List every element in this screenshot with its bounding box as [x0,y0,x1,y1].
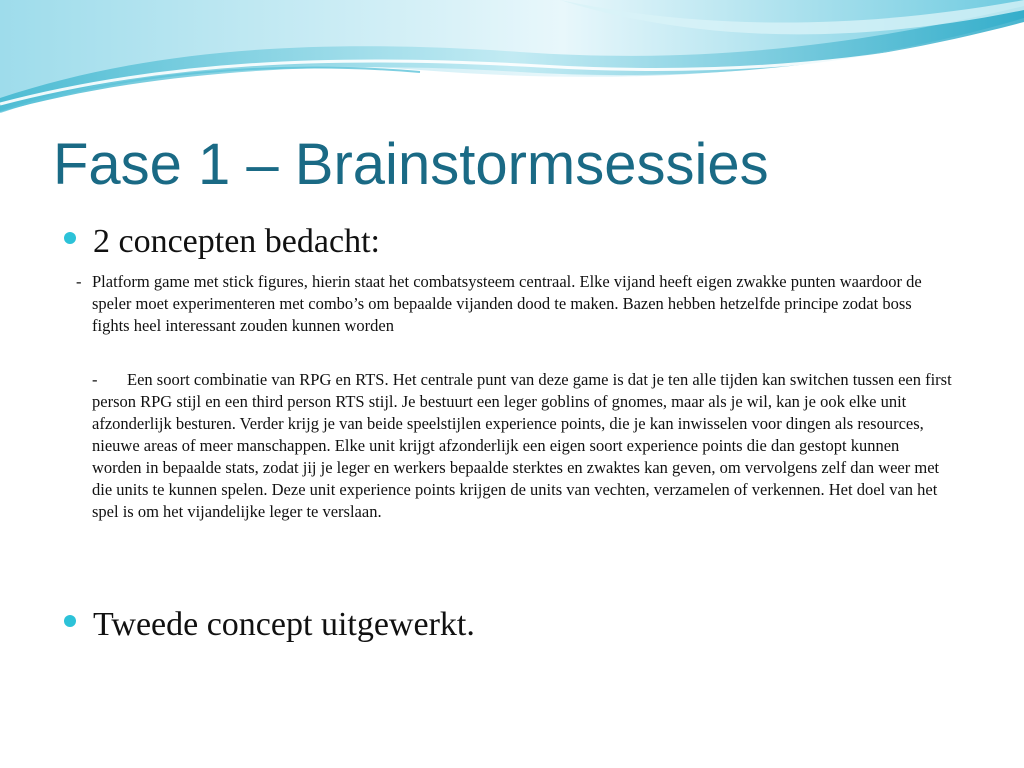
decorative-wave-header [0,0,1024,130]
bullet-text: 2 concepten bedacht: [93,223,380,260]
sub-item-dash: - [76,272,82,291]
sub-item-dash: - [92,370,98,389]
slide-title: Fase 1 – Brainstormsessies [53,132,769,197]
bullet-dot-icon [64,615,76,627]
bullet-item-second-concept [64,606,475,644]
bullet-dot-icon [64,232,76,244]
sub-item-platform-game: Platform game met stick figures, hierin staat het combatsysteem centraal. Elke vijand heeft eigen zwakke punten waardoor de speler moet experimenteren met combo’s om bepaalde vijanden dood te maken. Bazen hebben hetzelfde principe zodat boss fights heel interessant zouden kunnen worden [92,272,922,335]
bullet-text: Tweede concept uitgewerkt. [93,606,475,643]
sub-item-rpg-rts [92,369,952,523]
bullet-item-concepts [64,223,380,261]
sub-item-text: Een soort combinatie van RPG en RTS. Het centrale punt van deze game is dat je ten alle tijden kan switchen tussen een first person RPG stijl en een third person RTS stijl. Je bestuurt een leger goblins of gnomes, maar als je wil, kan je ook elke unit afzonderlijk besturen. Verder krijg je van beide speelstijlen experience points, die je kan inwisselen voor dingen als resources, nieuwe areas of meer manschappen. Elke unit krijgt afzonderlijk een eigen soort experience points die dan gestopt kunnen worden in bepaalde stats, zodat jij je leger en werkers bepaalde sterktes en zwaktes kan geven, om vervolgens zelf dan weer met die units te kunnen spelen. Deze unit experience points krijgen de units van vechten, verzamelen of verkennen. Het doel van het spel is om het vijandelijke leger te verslaan. [92,370,952,521]
